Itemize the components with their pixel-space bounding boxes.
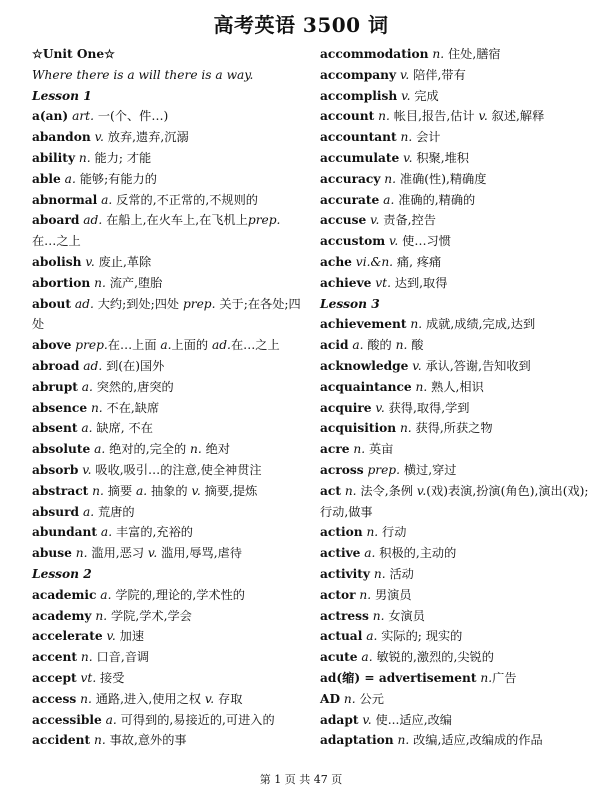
definition: 事故,意外的事 [105, 733, 187, 748]
vocab-word: abuse [32, 546, 72, 561]
vocab-entry [320, 730, 595, 751]
part-of-speech: n. [355, 587, 372, 602]
vocab-entry [320, 86, 595, 107]
vocab-word: acquisition [320, 421, 397, 436]
definition: 抽象的 [147, 483, 188, 498]
motto: Where there is a will there is a way. [32, 67, 254, 82]
lesson-heading: Lesson 3 [320, 296, 380, 311]
definition: 放弃,遗弃,沉溺 [103, 130, 189, 145]
vocab-word: accompany [320, 67, 397, 82]
definition: 使…习惯 [398, 234, 451, 249]
part-of-speech: vt. [371, 275, 391, 290]
vocab-entry [32, 647, 307, 668]
vocab-word: achieve [320, 275, 372, 290]
vocab-entry [32, 294, 307, 336]
vocab-entry [32, 710, 307, 731]
vocab-word: abroad [32, 358, 80, 373]
definition: 学院的,理论的,学术性的 [111, 587, 245, 602]
part-of-speech: a. [90, 442, 106, 457]
definition: 女演员 [384, 608, 425, 623]
part-of-speech: v. [397, 88, 411, 103]
vocab-word: absorb [32, 462, 79, 477]
definition: 陪伴,带有 [409, 67, 466, 82]
part-of-speech: v. [200, 691, 215, 706]
definition: 准确(性),精确度 [396, 171, 487, 186]
definition: 敏锐的,激烈的,尖锐的 [372, 650, 494, 665]
vocab-word: actor [320, 587, 356, 602]
vocab-entry [320, 398, 595, 419]
vocab-entry [320, 606, 595, 627]
vocab-word: actress [320, 608, 369, 623]
part-of-speech: v. [144, 546, 158, 561]
definition: 积极的,主动的 [375, 546, 457, 561]
vocab-entry [320, 439, 595, 460]
part-of-speech: v. [399, 150, 413, 165]
vocab-entry [32, 606, 307, 627]
definition: 丰富的,充裕的 [112, 525, 193, 540]
definition: 完成 [410, 88, 439, 103]
part-of-speech: a. [156, 338, 172, 353]
definition: 法令,条例 [356, 483, 414, 498]
part-of-speech: v. [90, 130, 104, 145]
definition: 达到,取得 [390, 275, 448, 290]
vocab-entry [32, 460, 307, 481]
part-of-speech: n. [396, 130, 413, 145]
vocab-entry [320, 65, 595, 86]
part-of-speech: n. [380, 171, 397, 186]
definition: 突然的,唐突的 [92, 379, 174, 394]
vocab-entry [32, 377, 307, 398]
part-of-speech: v. [102, 629, 116, 644]
vocab-word: abstract [32, 483, 89, 498]
vocab-word: active [320, 546, 361, 561]
part-of-speech: ad. [208, 338, 231, 353]
vocab-word: ache [320, 254, 352, 269]
part-of-speech: n. [374, 109, 390, 124]
definition: 通路,进入,使用之权 [91, 691, 201, 706]
vocab-word: absence [32, 400, 88, 415]
definition: 准确的,精确的 [394, 192, 476, 207]
definition: 上面的 [171, 338, 209, 353]
vocab-entry [320, 543, 595, 564]
definition: (戏)表演,扮演(角色),演出(戏);行动,做事 [320, 483, 589, 519]
vocab-entry [32, 543, 307, 564]
vocab-entry [32, 335, 307, 356]
part-of-speech: n. [391, 338, 408, 353]
vocab-entry [32, 252, 307, 273]
definition: 英亩 [365, 442, 394, 457]
vocab-word: account [320, 109, 375, 124]
definition: 滥用,辱骂,虐待 [157, 546, 242, 561]
right-column [320, 44, 595, 751]
definition: 缺席, 不在 [92, 421, 153, 436]
part-of-speech: v. [371, 400, 385, 415]
part-of-speech: v. [396, 67, 410, 82]
definition: 广告 [492, 670, 517, 685]
vocab-word: acknowledge [320, 358, 409, 373]
left-column [32, 44, 307, 751]
vocab-word: ad(缩) = advertisement [320, 670, 477, 685]
vocab-word: activity [320, 566, 370, 581]
part-of-speech: a. [60, 171, 76, 186]
vocab-entry [320, 273, 595, 294]
definition: 滥用,恶习 [87, 546, 145, 561]
vocab-word: actual [320, 629, 363, 644]
vocab-entry [32, 502, 307, 523]
vocab-word: accustom [320, 234, 386, 249]
vocab-word: accident [32, 733, 91, 748]
definition: 接受 [96, 670, 125, 685]
part-of-speech: ad. [79, 213, 103, 228]
definition: 反常的,不正常的,不规则的 [112, 192, 258, 207]
definition: 能力; 才能 [90, 150, 152, 165]
part-of-speech: prep. [247, 213, 281, 228]
definition: 改编,适应,改编成的作品 [409, 733, 543, 748]
vocab-word: ability [32, 150, 76, 165]
vocab-word: above [32, 338, 72, 353]
definition: 痛, 疼痛 [393, 254, 442, 269]
page-footer: 第 1 页 共 47 页 [259, 773, 343, 786]
vocab-entry [320, 626, 595, 647]
vocab-word: accumulate [320, 150, 400, 165]
vocab-entry [320, 106, 595, 127]
part-of-speech: n. [87, 400, 103, 415]
definition: 酸 [407, 338, 424, 353]
definition: 成就,成绩,完成,达到 [422, 317, 536, 332]
part-of-speech: n. [362, 525, 379, 540]
definition: 酸的 [363, 338, 392, 353]
definition: 责备,控告 [379, 213, 436, 228]
vocab-word: acre [320, 442, 350, 457]
vocab-word: act [320, 483, 341, 498]
part-of-speech: v. [81, 254, 95, 269]
vocab-word: abolish [32, 254, 82, 269]
part-of-speech: vi.&n. [351, 254, 394, 269]
part-of-speech: a. [77, 421, 93, 436]
part-of-speech: prep. [71, 338, 108, 353]
definition: 一(个、件…) [93, 109, 169, 124]
definition: 会计 [412, 130, 441, 145]
vocab-entry [320, 314, 595, 335]
vocab-entry [320, 356, 595, 377]
part-of-speech: n. [406, 317, 423, 332]
vocab-word: abortion [32, 275, 91, 290]
lesson-heading: Lesson 1 [32, 88, 92, 103]
vocab-word: academy [32, 608, 92, 623]
vocab-word: accept [32, 670, 77, 685]
definition: 住处,膳宿 [444, 47, 501, 61]
vocab-entry [32, 169, 307, 190]
part-of-speech: a. [79, 504, 95, 519]
definition: 叙述,解释 [487, 109, 545, 124]
part-of-speech: n. [76, 691, 92, 706]
part-of-speech: vt. [76, 670, 97, 685]
part-of-speech: v. [413, 483, 427, 498]
definition: 活动 [385, 566, 414, 581]
definition: 积聚,堆积 [412, 150, 469, 165]
vocab-entry [32, 418, 307, 439]
part-of-speech: prep. [363, 462, 400, 477]
part-of-speech: n. [368, 608, 385, 623]
part-of-speech: v. [474, 109, 488, 124]
vocab-word: accessible [32, 712, 102, 727]
part-of-speech: a. [97, 192, 113, 207]
vocab-entry [32, 668, 307, 689]
vocab-entry [320, 689, 595, 710]
part-of-speech: a. [379, 192, 395, 207]
vocab-entry [320, 231, 595, 252]
vocab-entry [320, 710, 595, 731]
vocab-word: action [320, 525, 363, 540]
definition: 在…之上 [230, 338, 280, 353]
part-of-speech: a. [362, 629, 378, 644]
vocab-word: aboard [32, 213, 80, 228]
part-of-speech: a. [77, 379, 93, 394]
part-of-speech: ad. [71, 296, 94, 311]
vocab-entry [32, 585, 307, 606]
part-of-speech: n. [340, 691, 356, 706]
page-title: 高考英语 3500 词 [213, 13, 389, 37]
vocab-entry [320, 210, 595, 231]
vocab-entry [32, 398, 307, 419]
vocab-entry [32, 210, 307, 252]
vocab-entry [320, 585, 595, 606]
definition: 横过,穿过 [399, 462, 457, 477]
part-of-speech: v. [358, 712, 372, 727]
vocab-entry [32, 730, 307, 751]
definition: 口音,音调 [92, 650, 150, 665]
definition: 学院,学术,学会 [107, 608, 192, 623]
vocab-word: across [320, 462, 364, 477]
part-of-speech: v. [187, 483, 201, 498]
vocab-word: abandon [32, 130, 91, 145]
vocab-entry [320, 169, 595, 190]
definition: 可得到的,易接近的,可进入的 [116, 712, 275, 727]
vocab-entry [320, 377, 595, 398]
vocab-word: academic [32, 587, 97, 602]
definition: 在…之上 [32, 234, 81, 249]
definition: 承认,答谢,告知收到 [421, 358, 531, 373]
vocab-word: accommodation [320, 47, 429, 61]
vocab-entry [32, 356, 307, 377]
vocab-word: accurate [320, 192, 380, 207]
vocab-entry [320, 44, 595, 65]
definition: 绝对 [201, 442, 231, 457]
part-of-speech: prep. [179, 296, 216, 311]
part-of-speech: n. [476, 670, 493, 685]
vocab-entry [32, 626, 307, 647]
part-of-speech: n. [428, 47, 445, 61]
part-of-speech: a. [360, 546, 376, 561]
part-of-speech: v. [385, 234, 399, 249]
vocab-entry [32, 273, 307, 294]
part-of-speech: n. [340, 483, 357, 498]
vocab-word: adapt [320, 712, 359, 727]
vocab-entry [320, 460, 595, 481]
vocab-word: accelerate [32, 629, 103, 644]
definition: 荒唐的 [94, 504, 135, 519]
vocab-word: absent [32, 421, 78, 436]
part-of-speech: n. [393, 733, 410, 748]
part-of-speech: v. [366, 213, 380, 228]
definition: 不在,缺席 [102, 400, 160, 415]
part-of-speech: n. [396, 421, 412, 436]
vocab-word: acquire [320, 400, 372, 415]
part-of-speech: art. [68, 109, 94, 124]
definition: 流产,堕胎 [105, 275, 163, 290]
vocab-entry [320, 148, 595, 169]
vocab-word: acute [320, 650, 358, 665]
vocab-word: abnormal [32, 192, 98, 207]
part-of-speech: v. [78, 462, 92, 477]
vocab-word: AD [320, 691, 341, 706]
definition: 男演员 [371, 587, 412, 602]
part-of-speech: n. [349, 442, 366, 457]
vocab-entry [320, 127, 595, 148]
definition: 加速 [115, 629, 145, 644]
part-of-speech: v. [408, 358, 422, 373]
vocab-word: about [32, 296, 72, 311]
definition: 能够;有能力的 [75, 171, 157, 186]
vocab-entry [32, 148, 307, 169]
definition: 获得,所获之物 [411, 421, 493, 436]
part-of-speech: n. [76, 650, 93, 665]
part-of-speech: n. [186, 442, 202, 457]
part-of-speech: n. [88, 483, 104, 498]
vocab-word: absurd [32, 504, 80, 519]
definition: 使...适应,改编 [371, 712, 452, 727]
vocab-entry [320, 252, 595, 273]
definition: 吸收,吸引…的注意,使全神贯注 [91, 462, 262, 477]
vocab-entry [32, 481, 307, 502]
lesson-heading: Lesson 2 [32, 566, 92, 581]
definition: 大约;到处;四处 [93, 296, 180, 311]
vocab-word: acquaintance [320, 379, 412, 394]
vocab-entry [32, 190, 307, 211]
part-of-speech: a. [348, 338, 364, 353]
vocab-entry [320, 564, 595, 585]
vocab-word: abundant [32, 525, 98, 540]
vocab-word: achievement [320, 317, 407, 332]
vocab-entry [320, 335, 595, 356]
part-of-speech: n. [90, 733, 106, 748]
vocab-word: access [32, 691, 77, 706]
vocab-entry [320, 481, 595, 523]
vocab-word: adaptation [320, 733, 394, 748]
vocab-word: acid [320, 338, 349, 353]
part-of-speech: n. [75, 150, 91, 165]
vocab-word: accuracy [320, 171, 381, 186]
vocab-entry [32, 522, 307, 543]
part-of-speech: n. [91, 608, 108, 623]
part-of-speech: n. [411, 379, 428, 394]
definition: 获得,取得,学到 [384, 400, 470, 415]
part-of-speech: n. [71, 546, 88, 561]
part-of-speech: n. [370, 566, 386, 581]
definition: 在船上,在火车上,在飞机上 [102, 213, 248, 228]
vocab-word: accountant [320, 130, 397, 145]
vocab-word: a(an) [32, 109, 69, 124]
vocab-word: accent [32, 650, 77, 665]
vocab-entry [32, 106, 307, 127]
definition: 摘要,提炼 [200, 483, 258, 498]
part-of-speech: a. [97, 525, 113, 540]
vocab-word: able [32, 171, 61, 186]
definition: 实际的; 现实的 [377, 629, 463, 644]
definition: 废止,革除 [94, 254, 152, 269]
definition: 到(在)国外 [102, 358, 165, 373]
definition: 公元 [355, 691, 384, 706]
unit-heading: ☆Unit One☆ [32, 47, 116, 61]
definition: 在…上面 [107, 338, 157, 353]
definition: 绝对的,完全的 [105, 442, 187, 457]
vocab-word: accuse [320, 213, 367, 228]
vocab-entry [32, 439, 307, 460]
vocab-entry [320, 418, 595, 439]
vocab-entry [32, 689, 307, 710]
vocab-entry [320, 522, 595, 543]
definition: 行动 [378, 525, 407, 540]
definition: 关于;在各处;四处 [32, 296, 301, 332]
part-of-speech: a. [96, 587, 112, 602]
part-of-speech: a. [101, 712, 117, 727]
vocab-word: accomplish [320, 88, 398, 103]
definition: 帐目,报告,估计 [389, 109, 475, 124]
vocab-entry [320, 668, 595, 689]
definition: 熟人,相识 [427, 379, 484, 394]
part-of-speech: a. [357, 650, 373, 665]
vocab-word: abrupt [32, 379, 78, 394]
part-of-speech: n. [90, 275, 106, 290]
definition: 存取 [214, 691, 243, 706]
vocab-entry [32, 127, 307, 148]
part-of-speech: ad. [79, 358, 103, 373]
vocab-entry [320, 647, 595, 668]
vocab-entry [320, 190, 595, 211]
part-of-speech: a. [132, 483, 148, 498]
vocab-word: absolute [32, 442, 91, 457]
definition: 摘要 [103, 483, 133, 498]
